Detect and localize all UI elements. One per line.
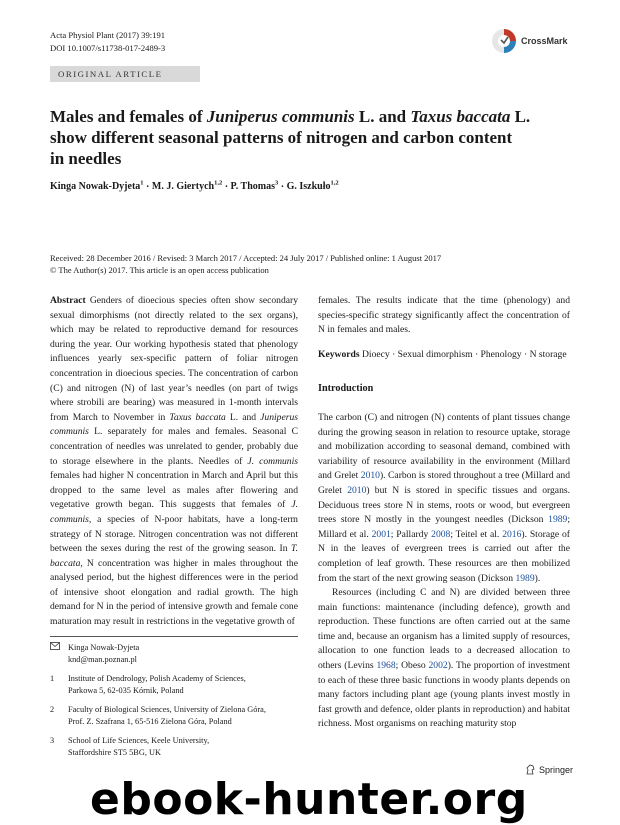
envelope-icon [50, 642, 68, 665]
affiliation-3: 3 School of Life Sciences, Keele University, Staffordshire ST5 5BG, UK [50, 736, 210, 757]
publication-dates: Received: 28 December 2016 / Revised: 3 March 2017 / Accepted: 24 July 2017 / Published online: 1 August 2017 © The Author(s) 2017. This article is an open access publication [50, 253, 442, 275]
crossmark-logo[interactable] [491, 27, 581, 55]
right-column [318, 294, 570, 732]
author-link[interactable]: P. Thomas$^3$ [230, 180, 279, 193]
citation-link[interactable]: 1968 [376, 660, 396, 672]
crossmark-label: CrossMark [521, 36, 568, 46]
citation-link[interactable]: 2016 [502, 528, 522, 540]
citation-link[interactable]: 2001 [371, 528, 391, 540]
abstract-continuation: females. The results indicate that the time (phenology) and species-specific strategy significantly affect the concentration of N in females and males. [318, 295, 570, 336]
section-heading-introduction: Introduction [318, 383, 374, 395]
affiliation-1: 1 Institute of Dendrology, Polish Academy of Sciences, Parkowa 5, 62-035 Kórnik, Poland [50, 674, 246, 695]
intro-paragraph-1: The carbon (C) and nitrogen (N) contents of plant tissues change during the growing season in relation to resource uptake, storage and mobilization according to seasonal demand, combined with variability of resource availability in the environment (Millard and Grelet 2010). Carbon is stored throughout a tree (Millard and Grelet 2010) but N is stored in specific tissues and organs. Deciduous trees store N in stems, roots or wood, but evergreen trees store N mostly in the youngest needles (Dickson 1989; Millard et al. 2001; Pallardy 2008; Teitel et al. 2016). Storage of N in the leaves of evergreen trees is carried out after the completion of leaf growth. These resources are then mobilized from the start of the next growing season (Dickson 1989). [318, 411, 570, 584]
author-link[interactable]: M. J. Giertych$^{1,2}$ [151, 180, 223, 193]
corresponding-author: Kinga Nowak-Dyjeta knd@man.poznan.pl [50, 642, 298, 665]
journal-meta [50, 29, 165, 55]
author-link[interactable]: G. Iszkuło$^{1,2}$ [286, 180, 339, 193]
crossmark-icon [491, 28, 517, 54]
abstract-section [50, 294, 298, 630]
springer-logo: Springer [525, 764, 573, 775]
abstract-text: Abstract Genders of dioecious species often show secondary sexual dimorphisms (not directly related to the sex organs), which may be related to reproductive demand for resources during the year. Our working hypothesis stated that phenology influences yearly sex-specific pattern of foliar nitrogen concentration in dioecious species. The concentration of carbon (C) and nitrogen (N) of last year’s needles (on part of twigs where strobili are bearing) was measured in 1-month intervals from March to November in Taxus baccata L. and Juniperus communis L. separately for males and females. Seasonal C concentration of needles was unrelated to gender, probably due to storage elsewhere in the plants. Needles of J. communis females had higher N concentration in March and April but this dropped to the same level as males after flowering and vegetative growth began. This suggests that females of J. communis, a species of N-poor habitats, have a long-term strategy of N storage. Nitrogen concentration was not different between the sexes during the rest of the growing season. In T. baccata, N concentration was higher in males throughout the analysed period, but the highest differences were in the period of intensive shoot elongation and radial growth. The high demand for N in the period of intensive growth and female cone maturation may result in restrictions in the vegetative growth of [50, 295, 298, 628]
citation-link[interactable]: 2002 [428, 660, 448, 672]
citation-link[interactable]: 2010 [347, 484, 367, 496]
article-type-badge: ORIGINAL ARTICLE [50, 66, 200, 82]
author-link[interactable]: Kinga Nowak-Dyjeta$^1$ [50, 180, 144, 193]
keywords: Keywords Dioecy · Sexual dimorphism · Phenology · N storage [318, 348, 567, 360]
intro-paragraph-2: Resources (including C and N) are divided between three main functions: maintenance (including defence), growth and reproduction. These functions are often carried out at the same time and, because an organism has a limited supply of resources, allocation to one function leads to a decreased allocation to others (Levins 1968; Obeso 2002). The proportion of investment to each of these three basic functions in woody plants depends on many factors including plant age (young plants invest mostly in fast growth and defence, older plants in reproduction) and habitat richness. Most organisms on reaching maturity stop [318, 587, 570, 730]
citation-link[interactable]: 2010 [360, 470, 380, 482]
citation-link[interactable]: 1989 [515, 572, 535, 584]
doi[interactable]: DOI 10.1007/s11738-017-2489-3 [50, 43, 166, 53]
affiliation-2: 2 Faculty of Biological Sciences, University of Zielona Góra, Prof. Z. Szafrana 1, 65-516 Zielona Góra, Poland [50, 705, 266, 726]
email-link[interactable]: knd@man.poznan.pl [68, 654, 137, 664]
author-list: Kinga Nowak-Dyjeta$^1$ · M. J. Giertych$^{1,2}$ · P. Thomas$^3$ · G. Iszkuło$^{1,2}$ [50, 180, 339, 193]
affiliation-notes [50, 642, 298, 766]
watermark-text: ebook-hunter.org [90, 774, 528, 825]
journal-citation: Acta Physiol Plant (2017) 39:191 [50, 30, 166, 40]
citation-link[interactable]: 2008 [431, 528, 451, 540]
footnote-divider [50, 636, 298, 637]
citation-link[interactable]: 1989 [548, 514, 568, 526]
article-title: Males and females of Juniperus communis L. and Taxus baccata L. show different seasonal patterns of nitrogen and carbon content in needles [50, 107, 531, 168]
